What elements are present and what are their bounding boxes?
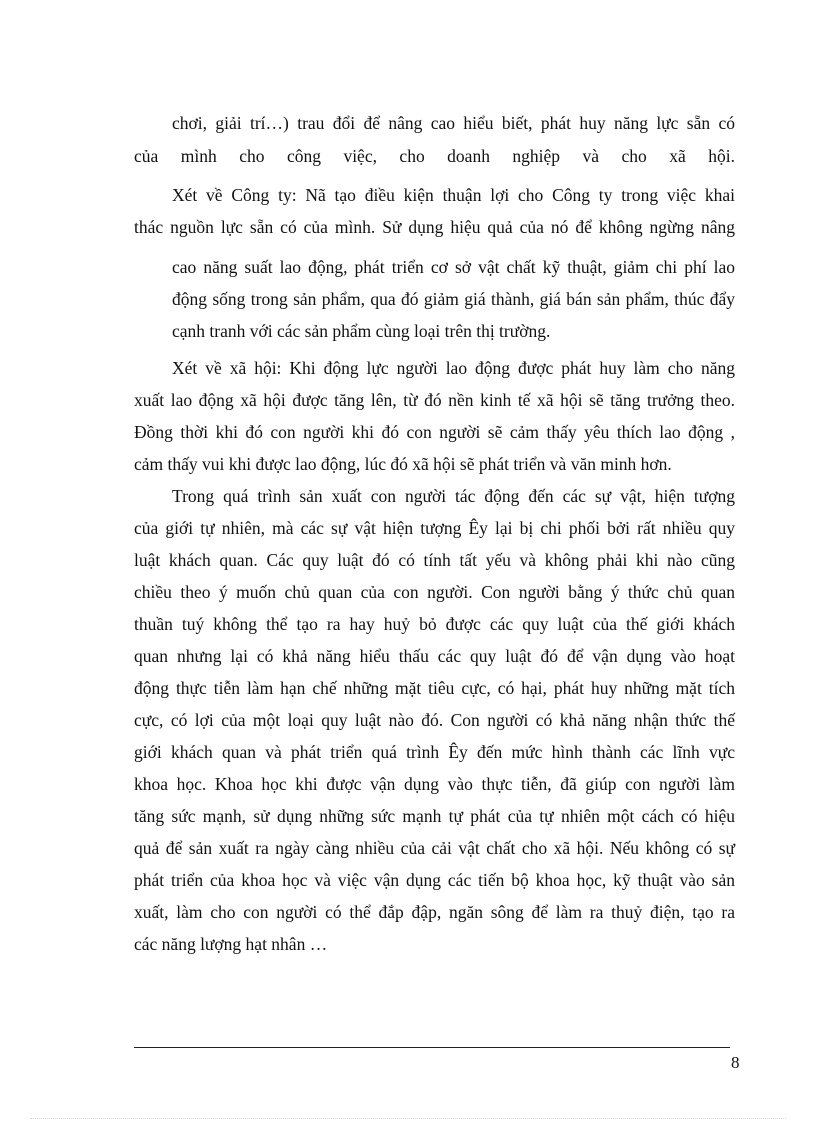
text-line: quả để sản xuất ra ngày càng nhiều của cải vật chất cho xã hội. Nếu không có sự bbox=[134, 838, 735, 858]
text-line: cảm thấy vui khi được lao động, lúc đó xã hội sẽ phát triển và văn minh hơn. bbox=[134, 454, 672, 474]
text-line: các năng lượng hạt nhân … bbox=[134, 934, 328, 954]
text-line: luật khách quan. Các quy luật đó có tính tất yếu và không phải khi nào cũng bbox=[134, 550, 735, 570]
text-line: thuần tuý không thể tạo ra hay huỷ bỏ được các quy luật của thế giới khách bbox=[134, 614, 735, 634]
page-number: 8 bbox=[731, 1053, 740, 1072]
text-line: động thực tiễn làm hạn chế những mặt tiêu cực, có hại, phát huy những mặt tích bbox=[134, 678, 735, 698]
text-line: cao năng suất lao động, phát triển cơ sở vật chất kỹ thuật, giảm chi phí lao bbox=[172, 257, 735, 277]
footer-divider bbox=[134, 1047, 730, 1048]
text-line: xuất, làm cho con người có thể đắp đập, ngăn sông để làm ra thuỷ điện, tạo ra bbox=[134, 902, 735, 922]
text-line: quan nhưng lại có khả năng hiểu thấu các quy luật đó để vận dụng vào hoạt bbox=[134, 646, 735, 666]
text-line: cực, có lợi của một loại quy luật nào đó. Con người có khả năng nhận thức thế bbox=[134, 710, 735, 730]
text-line: tăng sức mạnh, sử dụng những sức mạnh tự phát của tự nhiên một cách có hiệu bbox=[134, 806, 735, 826]
text-line: động sống trong sản phẩm, qua đó giảm giá thành, giá bán sản phẩm, thúc đẩy bbox=[172, 289, 735, 309]
text-line: xuất lao động xã hội được tăng lên, từ đó nền kinh tế xã hội sẽ tăng trưởng theo. bbox=[134, 390, 735, 410]
text-line: Xét về xã hội: Khi động lực người lao động được phát huy làm cho năng bbox=[172, 358, 735, 378]
text-line: giới khách quan và phát triển quá trình Êy đến mức hình thành các lĩnh vực bbox=[134, 742, 735, 762]
text-line: của mình cho công việc, cho doanh nghiệp và cho xã hội. bbox=[134, 146, 735, 166]
text-line: Đồng thời khi đó con người khi đó con người sẽ cảm thấy yêu thích lao động , bbox=[134, 422, 735, 442]
text-line: cạnh tranh với các sản phẩm cùng loại trên thị trường. bbox=[172, 321, 551, 341]
text-line: phát triển của khoa học và việc vận dụng các tiến bộ khoa học, kỹ thuật vào sản bbox=[134, 870, 735, 890]
text-line: thác nguồn lực sẵn có của mình. Sử dụng hiệu quả của nó để không ngừng nâng bbox=[134, 217, 735, 237]
text-line: Trong quá trình sản xuất con người tác động đến các sự vật, hiện tượng bbox=[172, 486, 735, 506]
text-line: Xét về Công ty: Nã tạo điều kiện thuận lợi cho Công ty trong việc khai bbox=[172, 185, 735, 205]
text-line: chiều theo ý muốn chủ quan của con người. Con người bằng ý thức chủ quan bbox=[134, 582, 735, 602]
page-bottom-dotted-edge bbox=[30, 1118, 786, 1119]
text-line: chơi, giải trí…) trau đổi để nâng cao hiểu biết, phát huy năng lực sẵn có bbox=[172, 113, 735, 133]
text-line: khoa học. Khoa học khi được vận dụng vào thực tiễn, đã giúp con người làm bbox=[134, 774, 735, 794]
text-line: của giới tự nhiên, mà các sự vật hiện tượng Êy lại bị chi phối bởi rất nhiều quy bbox=[134, 518, 735, 538]
